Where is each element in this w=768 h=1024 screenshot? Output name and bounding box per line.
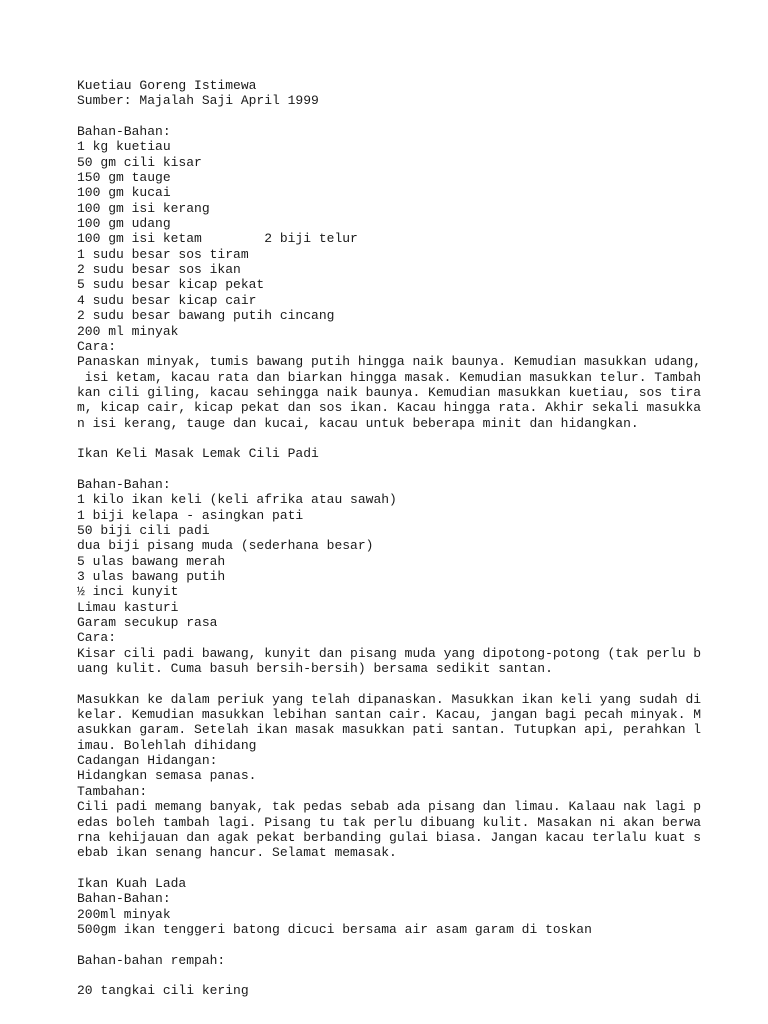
text-line: 1 sudu besar sos tiram	[77, 246, 249, 262]
text-line: 5 ulas bawang merah	[77, 553, 226, 569]
text-line: Panaskan minyak, tumis bawang putih hingga naik baunya. Kemudian masukkan udang,	[77, 354, 702, 370]
text-line: 100 gm isi ketam 2 biji telur	[77, 231, 358, 247]
blank-line	[77, 462, 697, 477]
text-line: Garam secukup rasa	[77, 615, 218, 631]
blank-line	[77, 431, 697, 446]
document-page	[77, 78, 702, 999]
text-line: kelar. Kemudian masukkan lebihan santan cair. Kacau, jangan bagi pecah minyak. M	[77, 707, 702, 723]
text-line: 50 gm cili kisar	[77, 154, 202, 170]
text-line: 2 sudu besar bawang putih cincang	[77, 308, 335, 324]
text-line: Kuetiau Goreng Istimewa	[77, 78, 257, 93]
text-line: isi ketam, kacau rata dan biarkan hingga masak. Kemudian masukkan telur. Tambah	[77, 369, 702, 385]
text-line: 200 ml minyak	[77, 323, 179, 339]
text-line: 100 gm kucai	[77, 185, 171, 201]
text-line: 5 sudu besar kicap pekat	[77, 277, 265, 293]
text-line: Bahan-Bahan:	[77, 476, 171, 492]
text-line: imau. Bolehlah dihidang	[77, 737, 257, 753]
text-line: Bahan-Bahan:	[77, 891, 171, 907]
text-line: 1 kg kuetiau	[77, 139, 171, 155]
text-line: 200ml minyak	[77, 906, 171, 922]
text-line: Ikan Kuah Lada	[77, 875, 187, 891]
text-line: Ikan Keli Masak Lemak Cili Padi	[77, 446, 319, 462]
blank-line	[77, 861, 697, 876]
text-line: m, kicap cair, kicap pekat dan sos ikan. Kacau hingga rata. Akhir sekali masukka	[77, 400, 702, 416]
text-line: 150 gm tauge	[77, 170, 171, 186]
text-line: 50 biji cili padi	[77, 522, 210, 538]
text-line: Sumber: Majalah Saji April 1999	[77, 93, 319, 109]
text-line: Cara:	[77, 338, 117, 354]
text-line: Bahan-Bahan:	[77, 124, 171, 140]
text-line: 4 sudu besar kicap cair	[77, 292, 257, 308]
text-line: asukkan garam. Setelah ikan masak masukkan pati santan. Tutupkan api, perahkan l	[77, 722, 702, 738]
text-line: Tambahan:	[77, 783, 148, 799]
text-line: ½ inci kunyit	[77, 584, 179, 600]
blank-line	[77, 676, 697, 691]
text-line: Cili padi memang banyak, tak pedas sebab ada pisang dan limau. Kalaau nak lagi p	[77, 799, 702, 815]
text-line: Cadangan Hidangan:	[77, 753, 218, 769]
text-line: 100 gm udang	[77, 216, 171, 232]
text-line: 20 tangkai cili kering	[77, 983, 249, 999]
text-line: Masukkan ke dalam periuk yang telah dipanaskan. Masukkan ikan keli yang sudah di	[77, 691, 702, 707]
blank-line	[77, 937, 697, 952]
text-line: Limau kasturi	[77, 599, 179, 615]
text-line: 3 ulas bawang putih	[77, 569, 226, 584]
blank-line	[77, 968, 697, 983]
text-line: n isi kerang, tauge dan kucai, kacau untuk beberapa minit dan hidangkan.	[77, 415, 639, 431]
text-line: Cara:	[77, 630, 117, 646]
text-line: 100 gm isi kerang	[77, 200, 210, 216]
text-line: Kisar cili padi bawang, kunyit dan pisang muda yang dipotong-potong (tak perlu b	[77, 645, 702, 661]
text-line: 1 kilo ikan keli (keli afrika atau sawah)	[77, 492, 397, 508]
text-line: Hidangkan semasa panas.	[77, 768, 257, 784]
text-line: edas boleh tambah lagi. Pisang tu tak perlu dibuang kulit. Masakan ni akan berwa	[77, 814, 702, 830]
text-line: kan cili giling, kacau sehingga naik baunya. Kemudian masukkan kuetiau, sos tira	[77, 384, 702, 400]
text-line: 500gm ikan tenggeri batong dicuci bersama air asam garam di toskan	[77, 921, 592, 937]
text-line: 1 biji kelapa - asingkan pati	[77, 507, 304, 523]
blank-line	[77, 109, 697, 124]
text-line: dua biji pisang muda (sederhana besar)	[77, 538, 374, 554]
text-line: rna kehijauan dan agak pekat berbanding gulai biasa. Jangan kacau terlalu kuat s	[77, 829, 702, 845]
text-line: uang kulit. Cuma basuh bersih-bersih) bersama sedikit santan.	[77, 661, 553, 677]
text-line: 2 sudu besar sos ikan	[77, 262, 241, 278]
text-line: ebab ikan senang hancur. Selamat memasak.	[77, 845, 397, 861]
text-line: Bahan-bahan rempah:	[77, 952, 226, 968]
